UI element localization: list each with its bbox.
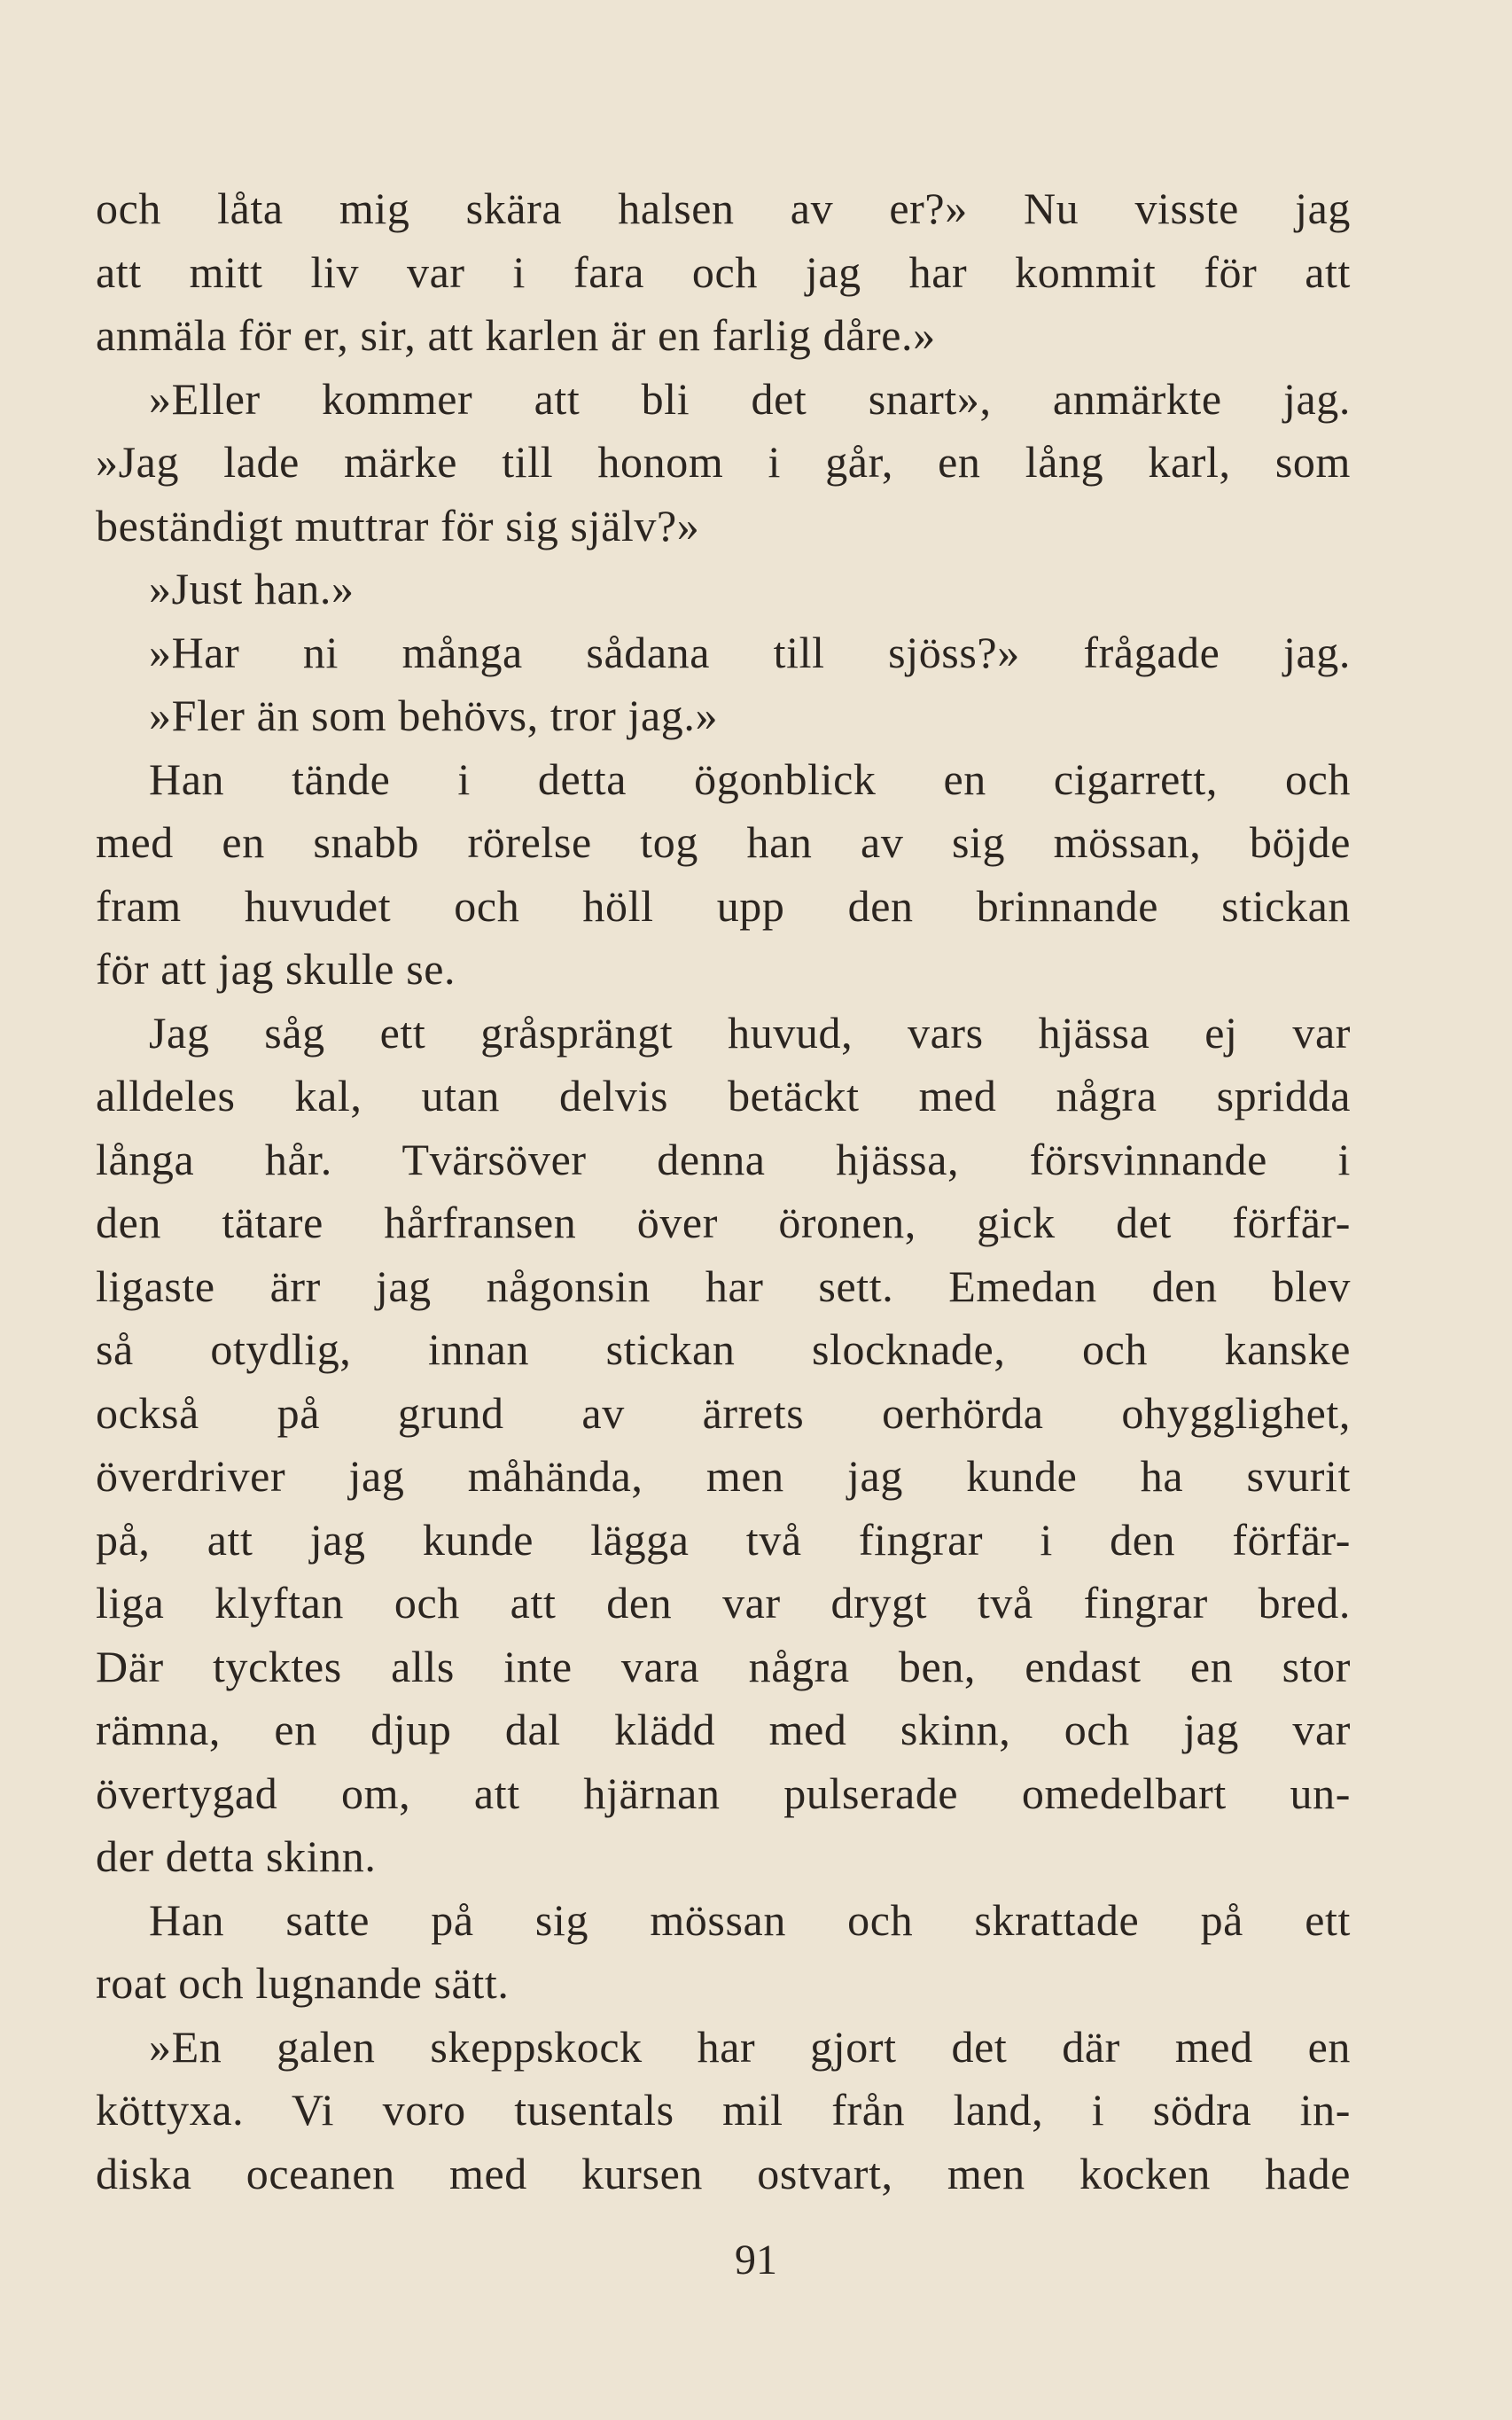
text-line: »Just han.» bbox=[149, 564, 355, 613]
text-line: roat och lugnande sätt. bbox=[96, 1958, 510, 2008]
text-line: ligaste ärr jag någonsin har sett. Emedan den blev bbox=[96, 1261, 1351, 1311]
body-text bbox=[96, 177, 1351, 2205]
text-line: alldeles kal, utan delvis betäckt med några spridda bbox=[96, 1071, 1351, 1120]
text-line: så otydlig, innan stickan slocknade, och kanske bbox=[96, 1324, 1351, 1374]
text-line: på, att jag kunde lägga två fingrar i den förfär- bbox=[96, 1514, 1351, 1565]
text-line: der detta skinn. bbox=[96, 1831, 377, 1881]
text-line: »Fler än som behövs, tror jag.» bbox=[149, 691, 719, 740]
text-line: och låta mig skära halsen av er?» Nu visste jag bbox=[96, 183, 1351, 233]
text-line: liga klyftan och att den var drygt två fingrar bred. bbox=[96, 1578, 1351, 1628]
text-line: överdriver jag måhända, men jag kunde ha svurit bbox=[96, 1451, 1351, 1501]
text-line: »Eller kommer att bli det snart», anmärkte jag. bbox=[149, 373, 1351, 424]
text-line: Jag såg ett gråsprängt huvud, vars hjässa ej var bbox=[149, 1007, 1351, 1058]
text-line: Han satte på sig mössan och skrattade på ett bbox=[149, 1894, 1351, 1945]
text-line: för att jag skulle se. bbox=[96, 944, 456, 994]
text-line: »En galen skeppskock har gjort det där med en bbox=[149, 2021, 1351, 2072]
page-number: 91 bbox=[735, 2237, 777, 2283]
text-line: »Har ni många sådana till sjöss?» frågade jag. bbox=[149, 627, 1351, 677]
text-line: Där tycktes alls inte vara några ben, endast en stor bbox=[96, 1641, 1351, 1691]
text-line: övertygad om, att hjärnan pulserade omedelbart un- bbox=[96, 1768, 1351, 1818]
text-line: fram huvudet och höll upp den brinnande stickan bbox=[96, 880, 1351, 931]
text-line: med en snabb rörelse tog han av sig mössan, böjde bbox=[96, 817, 1351, 867]
text-line: också på grund av ärrets oerhörda ohygglighet, bbox=[96, 1387, 1351, 1438]
text-line: beständigt muttrar för sig själv?» bbox=[96, 500, 700, 550]
text-line: diska oceanen med kursen ostvart, men kocken hade bbox=[96, 2148, 1351, 2198]
text-line: att mitt liv var i fara och jag har kommit för att bbox=[96, 246, 1351, 297]
text-line: långa hår. Tvärsöver denna hjässa, försvinnande i bbox=[96, 1134, 1351, 1184]
text-line: anmäla för er, sir, att karlen är en farlig dåre.» bbox=[96, 310, 936, 360]
text-line: rämna, en djup dal klädd med skinn, och jag var bbox=[96, 1705, 1351, 1754]
text-line: »Jag lade märke till honom i går, en lång karl, som bbox=[96, 437, 1351, 487]
text-line: den tätare hårfransen över öronen, gick det förfär- bbox=[96, 1198, 1351, 1247]
text-line: Han tände i detta ögonblick en cigarrett, och bbox=[149, 753, 1351, 804]
text-line: köttyxa. Vi voro tusentals mil från land, i södra in- bbox=[96, 2085, 1351, 2135]
